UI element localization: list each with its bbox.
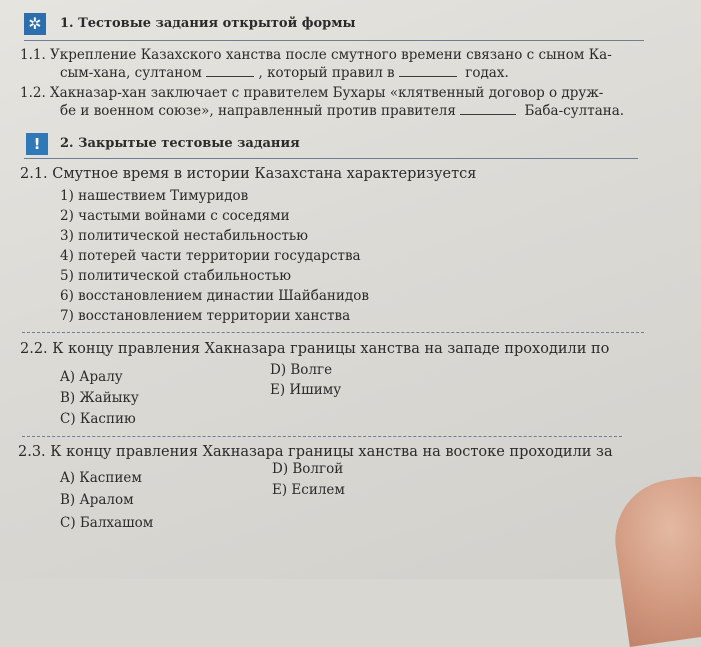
- q2-2-option-b[interactable]: B) Жайыку: [60, 390, 139, 406]
- q2-1-question: 2.1. Смутное время в истории Казахстана характеризуется: [20, 166, 477, 182]
- q2-3-option-a[interactable]: A) Каспием: [60, 470, 142, 486]
- q2-3-option-d[interactable]: D) Волгой: [272, 461, 344, 477]
- q1-2-text-b: Баба-султана.: [524, 103, 625, 119]
- q2-1-option[interactable]: 4) потерей части территории государства: [60, 248, 361, 264]
- q1-2-line1: 1.2. Хакназар-хан заключает с правителем Бухары «клятвенный договор о друж-: [20, 85, 604, 101]
- asterisk-icon: ✲: [24, 13, 46, 35]
- q2-3-option-c[interactable]: C) Балхашом: [60, 515, 154, 531]
- blank-sultan-name[interactable]: [206, 65, 254, 77]
- q1-2-line2: [60, 103, 624, 119]
- q1-1-line1: 1.1. Укрепление Казахского ханства после смутного времени связано с сыном Ка-: [20, 47, 612, 63]
- q2-3-option-b[interactable]: B) Аралом: [60, 492, 134, 508]
- q2-2-option-a[interactable]: A) Аралу: [60, 369, 123, 385]
- q1-1-text-b: , который правил в: [258, 65, 395, 81]
- section2-rule: [24, 158, 638, 159]
- section1-rule: [24, 40, 644, 41]
- q2-1-option[interactable]: 3) политической нестабильностью: [60, 228, 309, 244]
- q2-2-option-e[interactable]: E) Ишиму: [270, 382, 342, 398]
- q1-1-text-a: сым-хана, султаном: [60, 65, 202, 81]
- q2-1-option[interactable]: 7) восстановлением территории ханства: [60, 308, 351, 324]
- q2-1-option[interactable]: 2) частыми войнами с соседями: [60, 208, 290, 224]
- finger-photo: [608, 469, 701, 647]
- dashed-divider: [22, 332, 644, 333]
- q2-1-option[interactable]: 1) нашествием Тимуридов: [60, 188, 249, 204]
- section1-title: 1. Тестовые задания открытой формы: [60, 16, 356, 31]
- q1-1-line2: [60, 65, 509, 81]
- q2-2-option-c[interactable]: C) Каспию: [60, 411, 136, 427]
- section2-title: 2. Закрытые тестовые задания: [60, 136, 300, 151]
- q2-1-option[interactable]: 5) политической стабильностью: [60, 268, 292, 284]
- blank-ruler-name[interactable]: [460, 103, 516, 115]
- blank-reign-years[interactable]: [399, 65, 457, 77]
- q1-2-text-a: бе и военном союзе», направленный против правителя: [60, 103, 456, 119]
- q1-1-text-c: годах.: [465, 65, 509, 81]
- q2-2-question: 2.2. К концу правления Хакназара границы ханства на западе проходили по: [20, 341, 610, 357]
- dashed-divider: [22, 436, 622, 437]
- q2-2-option-d[interactable]: D) Волге: [270, 362, 333, 378]
- q2-1-option[interactable]: 6) восстановлением династии Шайбанидов: [60, 288, 369, 304]
- q2-3-question: 2.3. К концу правления Хакназара границы ханства на востоке проходили за: [18, 444, 613, 460]
- q2-3-option-e[interactable]: E) Есилем: [272, 482, 345, 498]
- exclamation-icon: !: [26, 133, 48, 155]
